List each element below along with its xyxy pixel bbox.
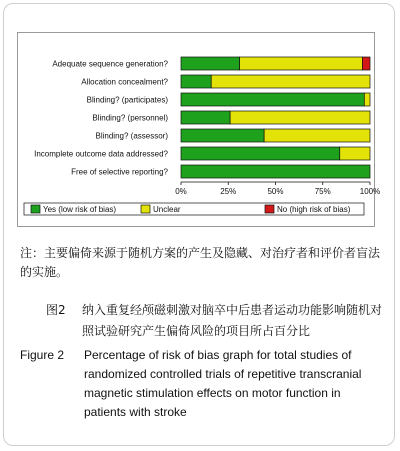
chart-container [17, 32, 381, 227]
bar-segment [181, 147, 340, 160]
caption-zh-text: 纳入重复经颅磁刺激对脑卒中后患者运动功能影响随机对照试验研究产生偏倚风险的项目所占百分比 [82, 303, 383, 338]
risk-of-bias-chart [18, 33, 381, 226]
bar-segment [364, 93, 370, 106]
bar-segment [181, 75, 211, 88]
category-label: Blinding? (participates) [86, 95, 168, 105]
bar-segment [362, 57, 370, 70]
legend-swatch [141, 205, 150, 213]
bar-segment [240, 57, 363, 70]
x-tick-label: 25% [220, 187, 237, 196]
x-tick-label: 50% [267, 187, 284, 196]
bar-segment [181, 57, 240, 70]
legend-label: No (high risk of bias) [277, 205, 351, 214]
legend-label: Unclear [153, 205, 181, 214]
bar-segment [340, 147, 370, 160]
category-label: Allocation concealment? [81, 77, 168, 87]
category-label: Free of selective reporting? [71, 167, 168, 177]
bar-segment [211, 75, 370, 88]
bar-segment [181, 111, 230, 124]
x-tick-label: 100% [359, 187, 381, 196]
chart-note: 注：主要偏倚来源于随机方案的产生及隐藏、对治疗者和评价者盲法的实施。 [20, 246, 381, 279]
category-label: Blinding? (personnel) [92, 113, 168, 123]
bar-segment [181, 93, 364, 106]
bar-segment [264, 129, 370, 142]
bar-segment [181, 129, 264, 142]
bar-segment [230, 111, 370, 124]
x-tick-label: 75% [314, 187, 331, 196]
caption-en-text: Percentage of risk of bias graph for total studies of randomized controlled trials of repetitive transcranial magnetic stimulation effects on motor function in patients with stroke [84, 348, 362, 419]
caption-en-label: Figure 2 [20, 348, 65, 362]
category-label: Incomplete outcome data addressed? [34, 149, 168, 159]
legend-swatch [31, 205, 40, 213]
legend-swatch [265, 205, 274, 213]
caption-english [20, 346, 382, 422]
caption-chinese [20, 300, 382, 342]
caption-zh-label: 图2 [46, 303, 66, 317]
bar-segment [181, 165, 370, 178]
category-label: Adequate sequence generation? [52, 59, 168, 69]
legend-label: Yes (low risk of bias) [43, 205, 117, 214]
category-label: Blinding? (assessor) [95, 131, 168, 141]
x-tick-label: 0% [175, 187, 187, 196]
